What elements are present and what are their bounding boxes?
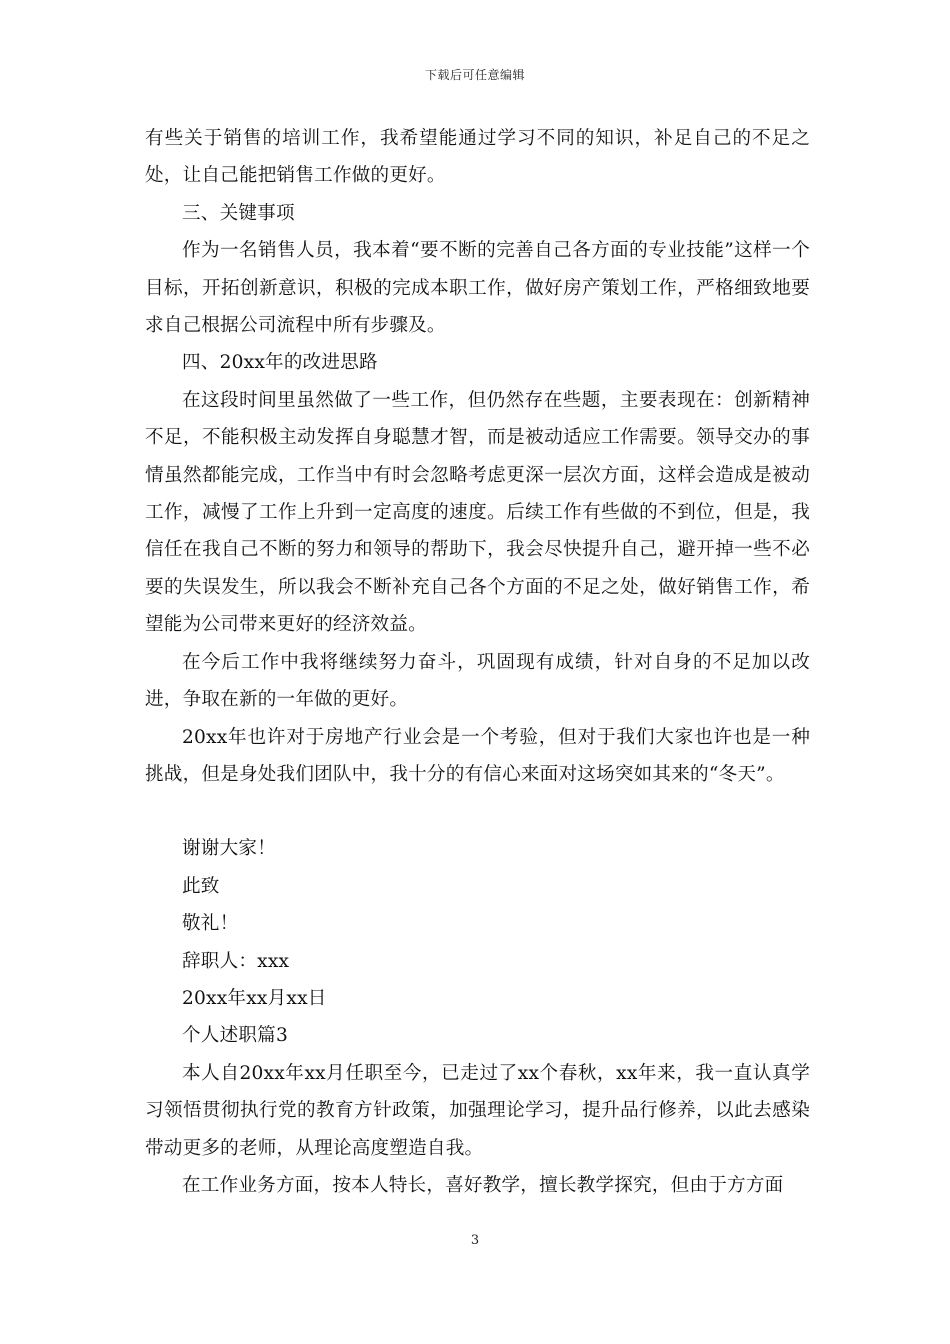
paragraph-future-work: 在今后工作中我将继续努力奋斗，巩固现有成绩，针对自身的不足加以改进，争取在新的一年做的更好。 (145, 651, 810, 711)
salutation-line: 此致 (182, 875, 220, 897)
signature-line: 辞职人：xxx (182, 950, 290, 972)
document-body (145, 120, 810, 1204)
section-heading-improvement: 四、20xx年的改进思路 (182, 352, 378, 374)
paragraph-challenge: 20xx年也许对于房地产行业会是一个考验，但对于我们大家也许也是一种挑战，但是身处我们团队中，我十分的有信心来面对这场突如其来的“冬天”。 (145, 726, 810, 785)
page-number: 3 (470, 1233, 480, 1248)
regards-line: 敬礼！ (182, 913, 239, 935)
date-line: 20xx年xx月xx日 (182, 987, 327, 1009)
paragraph-work-business: 在工作业务方面，按本人特长，喜好教学，擅长教学探究，但由于方方面 (182, 1174, 784, 1196)
paragraph-report-intro: 本人自20xx年xx月任职至今，已走过了xx个春秋，xx年来，我一直认真学习领悟贯彻执行党的教育方针政策，加强理论学习，提升品行修养，以此去感染带动更多的老师，从理论高度塑造自我。 (145, 1062, 810, 1159)
page-header: 下载后可任意编辑 (424, 68, 525, 82)
section-heading-key-matters: 三、关键事项 (182, 202, 295, 224)
thanks-line: 谢谢大家！ (182, 838, 276, 860)
section-title-report-3: 个人述职篇3 (182, 1025, 288, 1047)
paragraph-key-matters: 作为一名销售人员，我本着“要不断的完善自己各方面的专业技能”这样一个目标，开拓创新意识，积极的完成本职工作，做好房产策划工作，严格细致地要求自己根据公司流程中所有步骤及。 (145, 240, 810, 337)
paragraph-continuation: 有些关于销售的培训工作，我希望能通过学习不同的知识，补足自己的不足之处，让自己能把销售工作做的更好。 (145, 128, 810, 187)
paragraph-improvement: 在这段时间里虽然做了一些工作，但仍然存在些题，主要表现在：创新精神不足，不能积极主动发挥自身聪慧才智，而是被动适应工作需要。领导交办的事情虽然都能完成，工作当中有时会忽略考虑更深一层次方面，这样会造成是被动工作，减慢了工作上升到一定高度的速度。后续工作有些做的不到位，但是，我信任在我自己不断的努力和领导的帮助下，我会尽快提升自己，避开掉一些不必要的失误发生，所以我会不断补充自己各个方面的不足之处，做好销售工作，希望能为公司带来更好的经济效益。 (145, 389, 810, 636)
blank-line (145, 793, 810, 830)
